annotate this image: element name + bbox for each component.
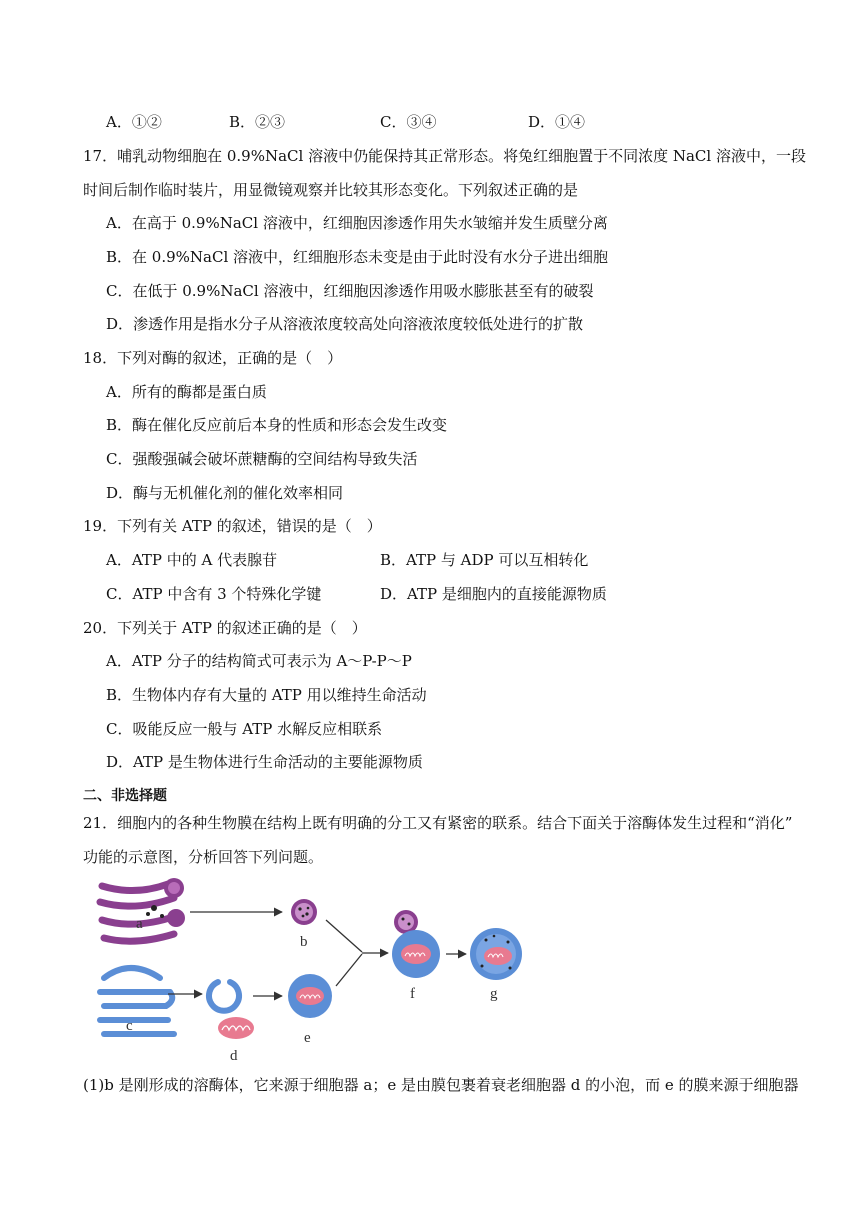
label-d: d xyxy=(230,1048,238,1064)
autophagosome-e xyxy=(288,974,332,1018)
q16-option-a: A．①② xyxy=(106,113,162,131)
q21-stem-line1: 21．细胞内的各种生物膜在结构上既有明确的分工又有紧密的联系。结合下面关于溶酶体发生过程和“消化” xyxy=(83,814,793,832)
q19-option-b: B．ATP 与 ADP 可以互相转化 xyxy=(380,551,589,569)
arrow-e-converge xyxy=(336,954,362,986)
q16-option-b: B．②③ xyxy=(229,113,286,131)
label-e: e xyxy=(304,1030,311,1046)
label-c: c xyxy=(126,1018,133,1034)
q19-option-d: D．ATP 是细胞内的直接能源物质 xyxy=(380,585,607,603)
section-title: 二、非选择题 xyxy=(83,788,167,804)
q17-stem-line2: 时间后制作临时装片，用显微镜观察并比较其形态变化。下列叙述正确的是 xyxy=(83,181,579,199)
q17-option-c: C．在低于 0.9%NaCl 溶液中，红细胞因渗透作用吸水膨胀甚至有的破裂 xyxy=(106,282,594,300)
q18-option-a: A．所有的酶都是蛋白质 xyxy=(106,383,267,401)
q21-sub1: (1)b 是刚形成的溶酶体，它来源于细胞器 a；e 是由膜包裹着衰老细胞器 d 的小泡，而 e 的膜来源于细胞器 xyxy=(83,1076,799,1094)
forming-vesicle xyxy=(209,982,239,1011)
q20-option-a: A．ATP 分子的结构简式可表示为 A～P-P～P xyxy=(106,652,412,670)
q17-option-d: D．渗透作用是指水分子从溶液浓度较高处向溶液浓度较低处进行的扩散 xyxy=(106,315,584,333)
q16-option-c: C．③④ xyxy=(380,113,437,131)
q19-option-a: A．ATP 中的 A 代表腺苷 xyxy=(106,551,278,569)
q17-option-b: B．在 0.9%NaCl 溶液中，红细胞形态未变是由于此时没有水分子进出细胞 xyxy=(106,248,609,266)
q18-option-c: C．强酸强碱会破坏蔗糖酶的空间结构导致失活 xyxy=(106,450,418,468)
fusion-f xyxy=(392,910,440,978)
q20-option-c: C．吸能反应一般与 ATP 水解反应相联系 xyxy=(106,720,383,738)
q18-option-d: D．酶与无机催化剂的催化效率相同 xyxy=(106,484,344,502)
arrow-b-converge xyxy=(326,920,362,952)
q20-option-d: D．ATP 是生物体进行生命活动的主要能源物质 xyxy=(106,753,423,771)
q16-option-d: D．①④ xyxy=(528,113,586,131)
label-a: a xyxy=(136,916,143,932)
lysosome-diagram xyxy=(90,874,530,1064)
q20-stem: 20．下列关于 ATP 的叙述正确的是（ ） xyxy=(83,619,367,637)
label-g: g xyxy=(490,986,498,1002)
label-b: b xyxy=(300,934,308,950)
endoplasmic-reticulum-c xyxy=(100,968,174,1034)
digesting-lysosome-g xyxy=(470,928,522,980)
label-f: f xyxy=(410,986,415,1002)
q21-stem-line2: 功能的示意图，分析回答下列问题。 xyxy=(83,848,324,866)
q17-option-a: A．在高于 0.9%NaCl 溶液中，红细胞因渗透作用失水皱缩并发生质壁分离 xyxy=(106,214,608,232)
q19-stem: 19．下列有关 ATP 的叙述，错误的是（ ） xyxy=(83,517,382,535)
q18-option-b: B．酶在催化反应前后本身的性质和形态会发生改变 xyxy=(106,416,448,434)
lysosome-b xyxy=(291,899,317,925)
q20-option-b: B．生物体内存有大量的 ATP 用以维持生命活动 xyxy=(106,686,427,704)
q18-stem: 18．下列对酶的叙述，正确的是（ ） xyxy=(83,349,343,367)
q17-stem-line1: 17．哺乳动物细胞在 0.9%NaCl 溶液中仍能保持其正常形态。将兔红细胞置于不同浓度 NaCl 溶液中，一段 xyxy=(83,147,806,165)
mitochondrion-d xyxy=(218,1017,254,1039)
q19-option-c: C．ATP 中含有 3 个特殊化学键 xyxy=(106,585,322,603)
